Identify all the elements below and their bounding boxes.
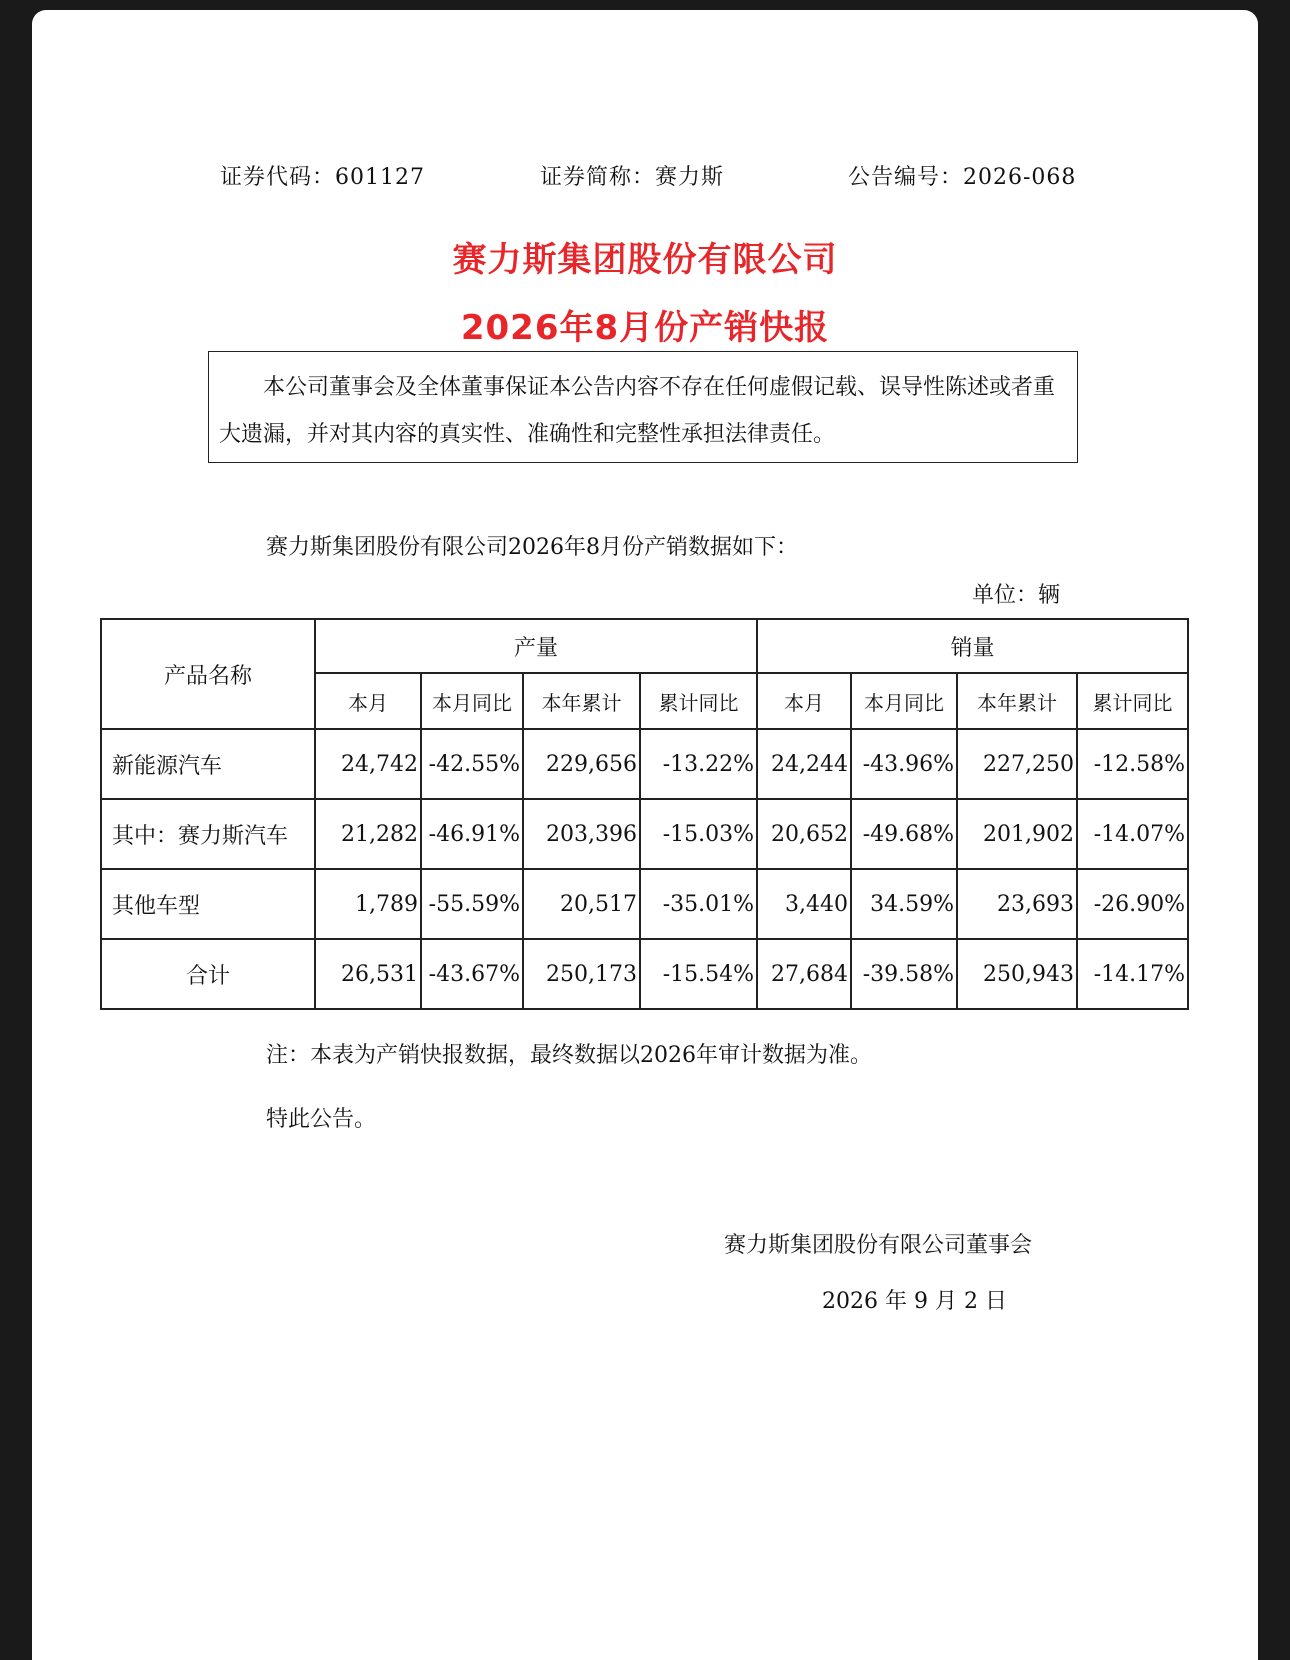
document-page [32,10,1258,1660]
table-cell: -43.96% [851,729,957,799]
table-cell: -55.59% [421,869,523,939]
table-cell: -15.54% [640,939,757,1009]
column-header: 本月 [315,673,421,729]
table-cell: -39.58% [851,939,957,1009]
column-header: 本月 [757,673,851,729]
table-cell: -46.91% [421,799,523,869]
column-header: 累计同比 [1077,673,1188,729]
unit-label: 单位：辆 [972,583,1061,608]
stock-abbreviation: 证券简称：赛力斯 [540,165,725,190]
table-cell: 21,282 [315,799,421,869]
production-sales-table [100,618,1189,1010]
table-cell: 3,440 [757,869,851,939]
table-cell: 20,517 [523,869,640,939]
table-cell: 250,173 [523,939,640,1009]
column-header: 本月同比 [421,673,523,729]
production-group-header: 产量 [315,619,757,673]
table-cell: 250,943 [957,939,1077,1009]
column-header: 累计同比 [640,673,757,729]
table-cell: 201,902 [957,799,1077,869]
column-header: 本年累计 [957,673,1077,729]
table-cell: -13.22% [640,729,757,799]
table-cell: 23,693 [957,869,1077,939]
stock-code: 证券代码：601127 [220,165,425,190]
table-cell: -43.67% [421,939,523,1009]
table-cell: -14.17% [1077,939,1188,1009]
disclaimer-box: 本公司董事会及全体董事保证本公告内容不存在任何虚假记载、误导性陈述或者重大遗漏，并对其内容的真实性、准确性和完整性承担法律责任。 [208,351,1078,463]
table-cell: -15.03% [640,799,757,869]
table-cell: -26.90% [1077,869,1188,939]
table-cell: -42.55% [421,729,523,799]
table-cell: 26,531 [315,939,421,1009]
table-cell: -12.58% [1077,729,1188,799]
row-name: 合计 [101,939,315,1009]
announcement-number: 公告编号：2026-068 [848,165,1077,190]
column-header: 本月同比 [851,673,957,729]
table-row [101,799,1188,869]
table-cell: 34.59% [851,869,957,939]
table-cell: 24,244 [757,729,851,799]
row-name: 其他车型 [101,869,315,939]
table-cell: -49.68% [851,799,957,869]
table-cell: 1,789 [315,869,421,939]
intro-text: 赛力斯集团股份有限公司2026年8月份产销数据如下： [266,535,798,560]
table-row-total [101,939,1188,1009]
table-note: 注：本表为产销快报数据，最终数据以2026年审计数据为准。 [266,1043,872,1068]
closing-statement: 特此公告。 [266,1107,377,1132]
sales-group-header: 销量 [757,619,1188,673]
column-header: 本年累计 [523,673,640,729]
table-cell: 20,652 [757,799,851,869]
table-cell: 27,684 [757,939,851,1009]
table-cell: -35.01% [640,869,757,939]
table-row [101,729,1188,799]
table-cell: 229,656 [523,729,640,799]
company-title: 赛力斯集团股份有限公司 [452,240,838,280]
table-cell: 24,742 [315,729,421,799]
row-name: 其中：赛力斯汽车 [101,799,315,869]
table-cell: -14.07% [1077,799,1188,869]
announcement-date: 2026 年 9 月 2 日 [822,1289,1007,1314]
product-name-header: 产品名称 [101,619,315,729]
table-cell: 203,396 [523,799,640,869]
row-name: 新能源汽车 [101,729,315,799]
table-row [101,869,1188,939]
table-cell: 227,250 [957,729,1077,799]
report-title: 2026年8月份产销快报 [460,308,830,348]
signatory: 赛力斯集团股份有限公司董事会 [724,1233,1033,1258]
